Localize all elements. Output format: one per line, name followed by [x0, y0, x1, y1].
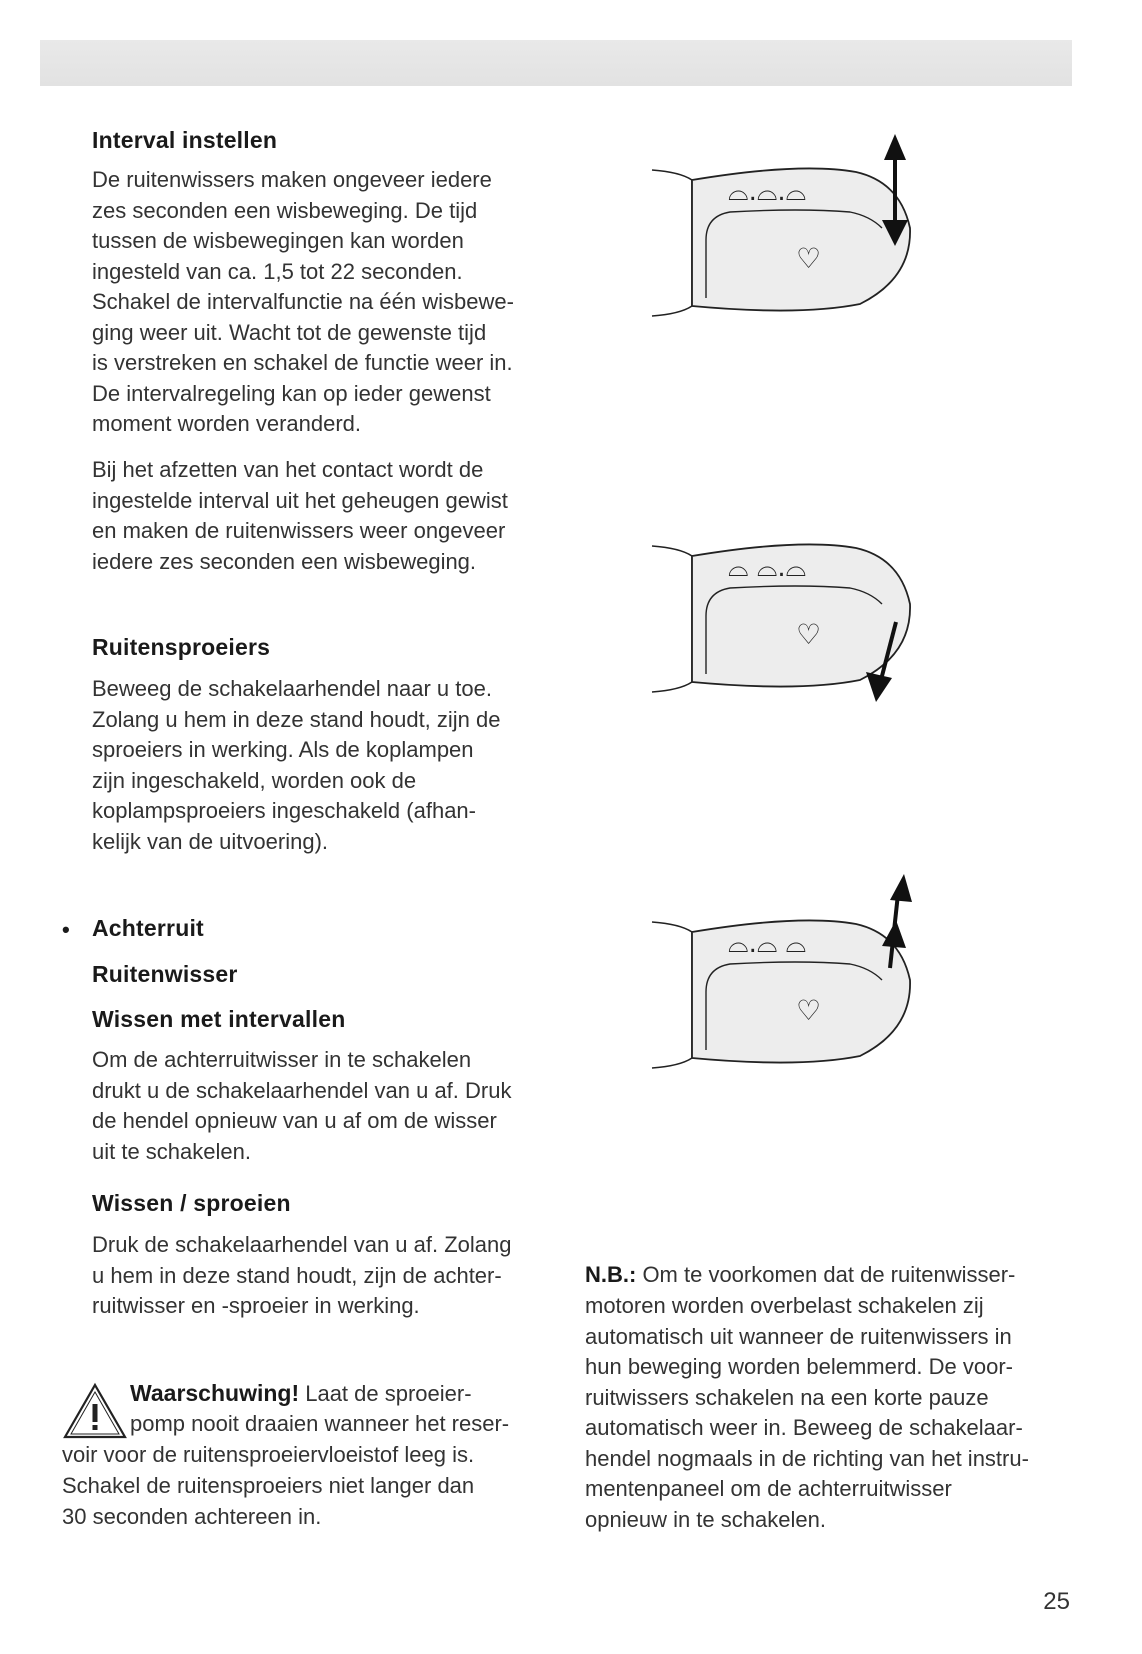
page-number: 25 — [1043, 1588, 1070, 1615]
header-band — [40, 40, 1072, 86]
bullet-marker: • — [62, 917, 70, 942]
warning-line-1-text: Laat de sproeier- — [299, 1381, 472, 1406]
svg-text:⌓ ⌓.⌓: ⌓ ⌓.⌓ — [728, 553, 807, 583]
heading-ruitensproeiers: Ruitensproeiers — [92, 634, 271, 660]
note-line-1-text: Om te voorkomen dat de ruitenwisser- — [636, 1262, 1016, 1287]
interval-paragraph-1: De ruitenwissers maken ongeveer iedere zes seconden een wisbeweging. De tijd tussen de wisbewegingen kan worden ingesteld van ca. 1,5 tot 22 seconden. Schakel de intervalfunctie na één wisbewe- ging weer uit. Wacht tot de gewenste tijd is verstreken en schakel de functie weer in. De intervalregeling kan op ieder gewenst moment worden veranderd. — [92, 167, 514, 436]
note-label: N.B.: — [585, 1262, 637, 1287]
heading-achterruit: Achterruit — [92, 915, 204, 941]
note-paragraph: motoren worden overbelast schakelen zij automatisch uit wanneer de ruitenwissers in hun beweging worden belemmerd. De voor- ruitwissers schakelen na een korte pauze automatisch weer in. Beweeg de schakelaar- hendel nogmaals in de richting van het instru- mentenpaneel om de achterruitwisser opnieuw in te schakelen. — [585, 1293, 1029, 1532]
svg-text:♡: ♡ — [796, 242, 822, 275]
warning-line-5: 30 seconden achtereen in. — [62, 1504, 322, 1529]
wiper-stalk-icon — [650, 522, 940, 722]
wissen-intervallen-paragraph: Om de achterruitwisser in te schakelen drukt u de schakelaarhendel van u af. Druk de hendel opnieuw van u af om de wisser uit te schakelen. — [92, 1047, 512, 1164]
warning-title: Waarschuwing! — [130, 1380, 300, 1406]
warning-line-2: pomp nooit draaien wanneer het reser- — [130, 1411, 510, 1436]
wiper-stalk-icon — [650, 128, 940, 328]
heading-ruitenwisser: Ruitenwisser — [92, 961, 238, 987]
warning-line-1 — [130, 1378, 472, 1410]
warning-triangle-icon — [62, 1382, 128, 1440]
svg-text:♡: ♡ — [796, 994, 822, 1027]
sproeiers-paragraph: Beweeg de schakelaarhendel naar u toe. Zolang u hem in deze stand houdt, zijn de sproeiers in werking. Als de koplampen zijn ingeschakeld, worden ook de koplampsproeiers ingeschakeld (afhan- kelijk van de uitvoering). — [92, 676, 501, 854]
wiper-stalk-icon — [650, 870, 940, 1090]
warning-line-3: voir voor de ruitensproeiervloeistof leeg is. — [62, 1442, 475, 1467]
heading-interval: Interval instellen — [92, 127, 278, 153]
svg-text:⌓.⌓ ⌓: ⌓.⌓ ⌓ — [728, 929, 807, 959]
note-line-1 — [585, 1260, 1015, 1291]
wiper-stalk-diagram-1 — [650, 128, 940, 333]
heading-wissen-intervallen: Wissen met intervallen — [92, 1006, 346, 1032]
heading-wissen-sproeien: Wissen / sproeien — [92, 1190, 291, 1216]
interval-paragraph-2: Bij het afzetten van het contact wordt de ingestelde interval uit het geheugen gewist en maken de ruitenwissers weer ongeveer iedere zes seconden een wisbeweging. — [92, 457, 508, 574]
wiper-stalk-diagram-2 — [650, 522, 940, 727]
svg-text:♡: ♡ — [796, 618, 822, 651]
warning-line-4: Schakel de ruitensproeiers niet langer dan — [62, 1473, 475, 1498]
svg-text:⌓.⌓.⌓: ⌓.⌓.⌓ — [728, 177, 807, 207]
wiper-stalk-diagram-3 — [650, 870, 940, 1095]
wissen-sproeien-paragraph: Druk de schakelaarhendel van u af. Zolang u hem in deze stand houdt, zijn de achter- ruitwisser en -sproeier in werking. — [92, 1232, 512, 1318]
